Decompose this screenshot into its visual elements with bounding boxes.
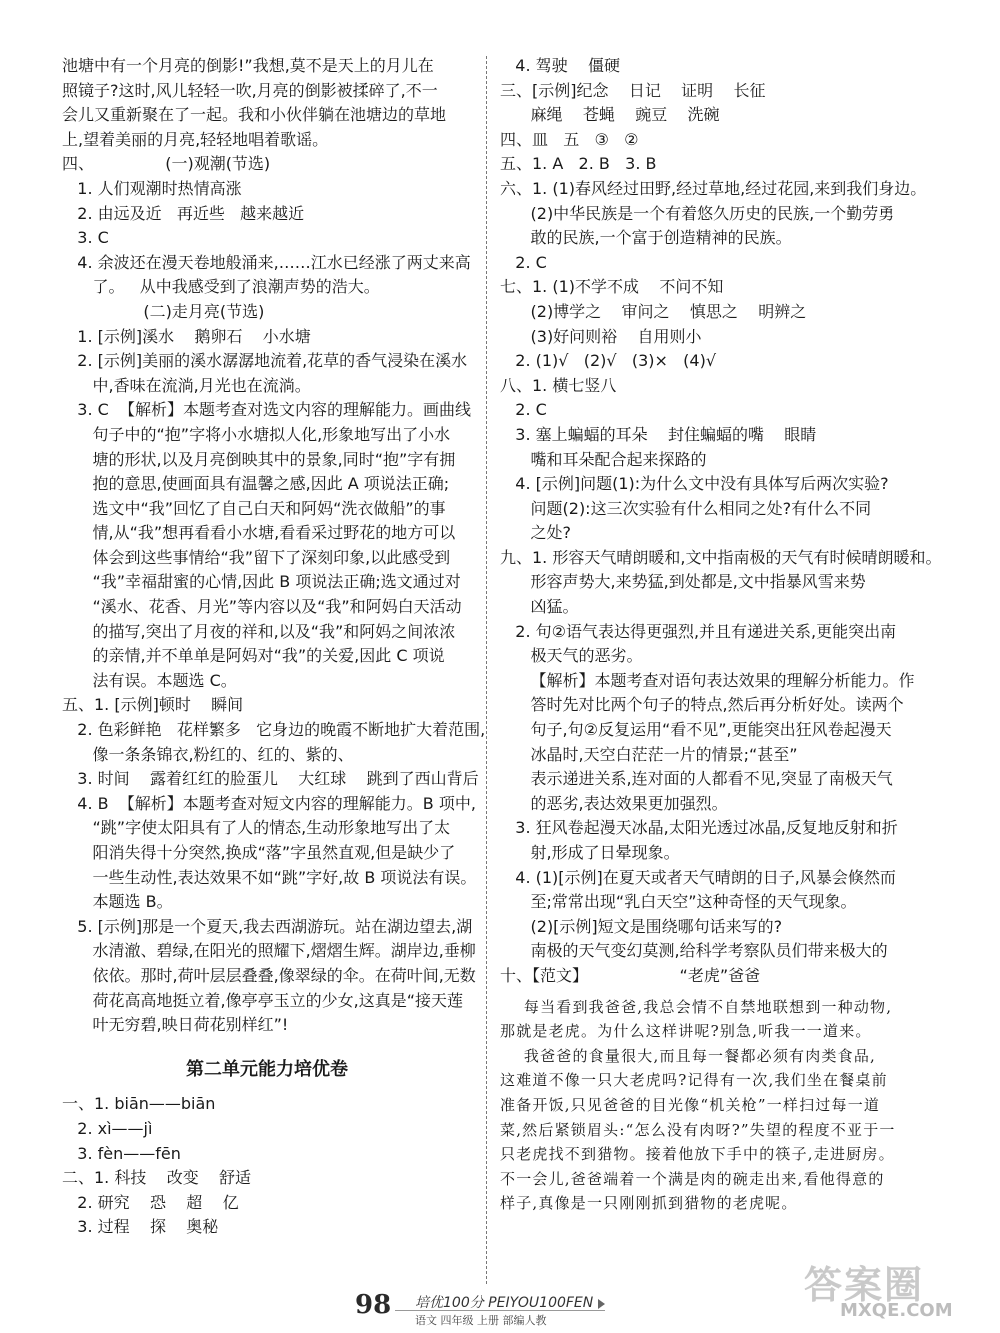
answer-line: 水清澈、碧绿,在阳光的照耀下,熠熠生辉。湖岸边,垂柳 [62,941,476,961]
answer-line: 照镜子?这时,风儿轻轻一吹,月亮的倒影被揉碎了,不一 [62,80,438,100]
answer-line: 的描写,突出了月夜的祥和,以及“我”和阿妈之间浓浓 [62,621,456,641]
right-column [500,54,942,1216]
answer-line: 十、【范文】 “老虎”爸爸 [500,965,761,985]
answer-line: (2)博学之 审问之 慎思之 明辨之 [500,301,807,321]
answer-line: 二、1. 科技 改变 舒适 [62,1168,252,1188]
brand-logo-text: 培优100分 PEIYOU100FEN [415,1295,594,1311]
answer-line: 五、1. [示例]顿时 瞬间 [62,695,244,715]
answer-line: 形容声势大,来势猛,到处都是,文中指暴风雪来势 [500,572,866,592]
page-number: 98 [355,1290,392,1320]
watermark [800,1252,985,1324]
answer-line: 3. fèn——fēn [62,1143,181,1163]
answer-line: 的恶劣,表达效果更加强烈。 [500,793,728,813]
answer-line: 3. C [62,228,109,248]
answer-line: 1. [示例]溪水 鹅卵石 小水塘 [62,326,311,346]
answer-line: 会儿又重新聚在了一起。我和小伙伴躺在池塘边的草地 [62,105,447,125]
answer-line: 池塘中有一个月亮的倒影!”我想,莫不是天上的月儿在 [62,56,434,75]
column-divider [486,56,487,1284]
answer-line: 2. 句②语气表达得更强烈,并且有递进关系,更能突出南 [500,621,897,641]
answer-line: 五、1. A 2. B 3. B [500,154,657,174]
answer-line: 2. 研究 恐 超 亿 [62,1192,239,1212]
answer-line: 法有误。本题选 C。 [62,670,237,690]
answer-line: 情,从“我”想再看看小水塘,看看采过野花的地方可以 [62,523,456,543]
answer-line: 敢的民族,一个富于创造精神的民族。 [500,228,792,248]
essay-line: 那就是老虎。为什么这样讲呢?别急,听我一一道来。 [500,1022,872,1041]
book-subtitle: 语文 四年级 上册 部编人教 [415,1314,547,1327]
answer-line: 凶猛。 [500,597,579,617]
section-title: 第二单元能力培优卷 [186,1058,348,1080]
answer-line: 冰晶时,天空白茫茫一片的情景;“甚至” [500,744,798,764]
answer-line: 3. 狂风卷起漫天冰晶,太阳光透过冰晶,反复地反射和折 [500,818,898,838]
answer-line: 体会到这些事情给“我”留下了深刻印象,以此感受到 [62,547,451,567]
answer-line: 了。 从中我感受到了浪潮声势的浩大。 [62,277,380,297]
answer-line: 七、1. (1)不学不成 不问不知 [500,277,724,297]
answer-line: 本题选 B。 [62,892,173,912]
answer-line: 问题(2):这三次实验有什么相同之处?有什么不同 [500,498,872,518]
answer-line: 之处? [500,523,572,543]
answer-line: 5. [示例]那是一个夏天,我去西湖游玩。站在湖边望去,湖 [62,916,473,936]
answer-line: 极天气的恶劣。 [500,646,643,666]
answer-line: 像一条条锦衣,粉红的、红的、紫的、 [62,744,354,764]
answer-line: (2)中华民族是一个有着悠久历史的民族,一个勤劳勇 [500,203,895,223]
answer-line: 六、1. (1)春风经过田野,经过草地,经过花园,来到我们身边。 [500,178,927,198]
answer-line: 3. C 【解析】本题考查对选文内容的理解能力。画曲线 [62,400,471,420]
answer-line: 表示递进关系,连对面的人都看不见,突显了南极天气 [500,769,893,789]
answer-line: 4. 余波还在漫天卷地般涌来,……江水已经涨了两丈来高 [62,252,471,272]
answer-line: 塘的形状,以及月亮倒映其中的景象,同时“抱”字有拥 [62,449,456,469]
left-column [62,54,486,1240]
answer-line: 句子中的“抱”字将小水塘拟人化,形象地写出了小水 [62,424,451,444]
answer-line: 【解析】本题考查对语句表达效果的理解分析能力。作 [500,670,915,690]
answer-line: “溪水、花香、月光”等内容以及“我”和阿妈白天活动 [62,597,462,617]
answer-line: “我”幸福甜蜜的心情,因此 B 项说法正确;选文通过对 [62,572,461,592]
answer-line: 答时先对比两个句子的特点,然后再分析好处。读两个 [500,695,904,715]
essay-line: 不一会儿,爸爸端着一个满是肉的碗走出来,看他得意的 [500,1169,885,1188]
answer-line: 2. [示例]美丽的溪水潺潺地流着,花草的香气浸染在溪水 [62,351,468,371]
answer-line: 至;常常出现“乳白天空”这种奇怪的天气现象。 [500,892,857,912]
answer-line: 中,香味在流淌,月光也在流淌。 [62,375,311,395]
answer-line: 句子,句②反复运用“看不见”,更能突出狂风卷起漫天 [500,720,892,740]
answer-line: 依依。那时,荷叶层层叠叠,像翠绿的伞。在荷叶间,无数 [62,965,476,985]
answer-line: 三、[示例]纪念 日记 证明 长征 [500,80,766,100]
essay-line: 样子,真像是一只刚刚抓到猎物的老虎呢。 [500,1194,798,1213]
answer-line: 上,望着美丽的月亮,轻轻地唱着歌谣。 [62,129,329,149]
essay-line: 只老虎找不到猎物。接着他放下手中的筷子,走进厨房。 [500,1145,895,1164]
answer-line: 1. 人们观潮时热情高涨 [62,178,242,198]
answer-line: (2)[示例]短文是围绕哪句话来写的? [500,916,783,936]
answer-line: 九、1. 形容天气晴朗暖和,文中指南极的天气有时候晴朗暖和。 [500,547,942,567]
answer-line: 叶无穷碧,映日荷花别样红”! [62,1015,289,1035]
answer-line: 荷花高高地挺立着,像亭亭玉立的少女,这真是“接天莲 [62,990,463,1010]
answer-line: 南极的天气变幻莫测,给科学考察队员们带来极大的 [500,941,888,961]
answer-line: 一些生动性,表达效果不如“跳”字好,故 B 项说法有误。 [62,867,477,887]
answer-line: 八、1. 横七竖八 [500,375,617,395]
answer-line: 4. B 【解析】本题考查对短文内容的理解能力。B 项中, [62,793,476,813]
answer-line: 四、皿 五 ③ ② [500,129,639,149]
answer-line: 嘴和耳朵配合起来探路的 [500,449,707,469]
answer-line: 4. (1)[示例]在夏天或者天气晴朗的日子,风暴会倏然而 [500,867,896,887]
watermark-text: 答案圈 [804,1263,925,1307]
answer-line: 一、1. biān——biān [62,1094,216,1114]
answer-line: 4. 驾驶 僵硬 [500,56,620,75]
answer-line: 选文中“我”回忆了自己白天和阿妈“洗衣做船”的事 [62,498,446,518]
answer-line: 2. 由远及近 再近些 越来越近 [62,203,305,223]
answer-line: 2. C [500,252,547,272]
answer-line: 四、 (一)观潮(节选) [62,154,271,174]
essay-line: 每当看到我爸爸,我总会情不自禁地联想到一种动物, [500,997,893,1016]
essay-line: 准备开饭,只见爸爸的目光像“机关枪”一样扫过每一道 [500,1095,881,1114]
answer-line: 麻绳 苍蝇 豌豆 洗碗 [500,105,720,125]
answer-line: 阳消失得十分突然,换成“落”字虽然直观,但是缺少了 [62,843,456,862]
essay-line: 我爸爸的食量很大,而且每一餐都必须有肉类食品, [500,1046,877,1065]
answer-line: 3. 过程 探 奥秘 [62,1217,219,1237]
answer-line: 3. 时间 露着红红的脸蛋儿 大红球 跳到了西山背后 [62,769,479,789]
essay-line: 这难道不像一只大老虎吗?记得有一次,我们坐在餐桌前 [500,1071,888,1090]
answer-line: 射,形成了日晕现象。 [500,843,680,862]
watermark-url: MXQE.COM [840,1300,953,1321]
answer-line: 4. [示例]问题(1):为什么文中没有具体写后两次实验? [500,474,889,494]
answer-line: 的亲情,并不单单是阿妈对“我”的关爱,因此 C 项说 [62,646,445,666]
answer-line: 抱的意思,使画面具有温馨之感,因此 A 项说法正确; [62,474,450,494]
answer-line: (3)好问则裕 自用则小 [500,326,702,346]
answer-line: “跳”字使太阳具有了人的情态,生动形象地写出了太 [62,818,451,838]
arrow-icon [598,1299,605,1309]
answer-line: 2. xì——jì [62,1118,153,1138]
essay-line: 菜,然后紧锁眉头:“怎么没有肉呀?”失望的程度不亚于一 [500,1120,896,1139]
answer-line: (二)走月亮(节选) [62,301,265,321]
answer-line: 2. (1)√ (2)√ (3)× (4)√ [500,351,717,371]
answer-line: 2. C [500,400,547,420]
answer-line: 3. 塞上蝙蝠的耳朵 封住蝙蝠的嘴 眼睛 [500,424,817,444]
answer-line: 2. 色彩鲜艳 花样繁多 它身边的晚霞不断地扩大着范围, [62,720,486,740]
